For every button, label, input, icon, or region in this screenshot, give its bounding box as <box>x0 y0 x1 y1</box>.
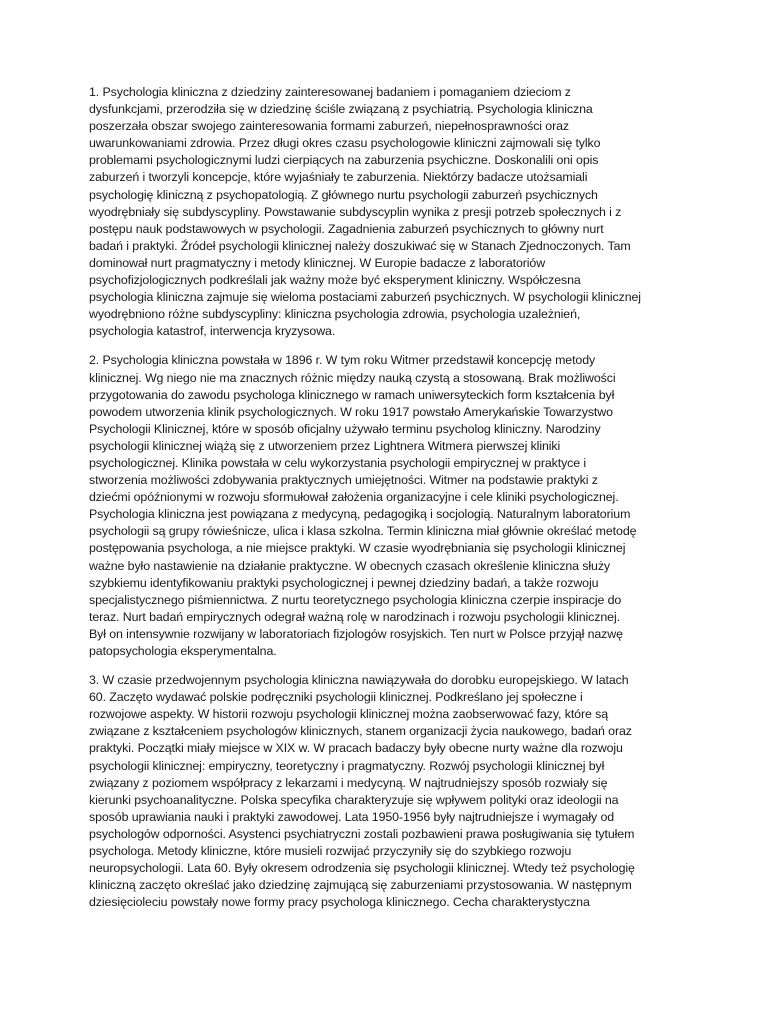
text-line: psychologii są grupy rówieśnicze, ulica i klasa szkolna. Termin kliniczna miał głównie określać metodę <box>89 524 637 539</box>
text-line: postępowania psychologa, a nie miejsce praktyki. W czasie wyodrębniania się psychologii klinicznej <box>89 541 626 556</box>
text-line: rozwojowe aspekty. W historii rozwoju psychologii klinicznej można zaobserwować fazy, które są <box>89 707 609 722</box>
text-line: Psychologia kliniczna jest powiązana z medycyną, pedagogiką i socjologią. Naturalnym laboratorium <box>89 507 631 522</box>
text-line: patopsychologia eksperymentalna. <box>89 644 277 658</box>
text-line: psychologa. Metody kliniczne, które musieli rozwijać przyczyniły się do szybkiego rozwoju <box>89 844 572 859</box>
paragraph-3 <box>89 672 671 911</box>
document-page <box>89 84 671 923</box>
text-line: ważne było nastawienie na działanie praktyczne. W obecnych czasach określenie kliniczna służy <box>89 558 611 573</box>
text-line: 2. Psychologia kliniczna powstała w 1896 r. W tym roku Witmer przedstawił koncepcję metody <box>89 353 596 368</box>
text-line: 1. Psychologia kliniczna z dziedziny zainteresowanej badaniem i pomaganiem dzieciom z <box>89 85 571 99</box>
text-line: psychologii klinicznej: empiryczny, teoretyczny i pragmatyczny. Rozwój psychologii klinicznej był <box>89 758 605 773</box>
text-line: stworzenia możliwości zdobywania praktycznych umiejętności. Witmer na podstawie praktyki z <box>89 473 598 488</box>
text-line: związane z kształceniem psychologów klinicznych, stanem organizacji życia naukowego, badań oraz <box>89 724 632 739</box>
text-line: psychologia katastrof, interwencja kryzysowa. <box>89 324 336 339</box>
text-line: sposób uprawiania nauki i praktyki zawodowej. Lata 1950-1956 były najtrudniejsze i wymagały od <box>89 809 615 824</box>
text-line: dysfunkcjami, przerodziła się w dziedzinę ściśle związaną z psychiatrią. Psychologia kliniczna <box>89 102 593 117</box>
text-line: dziesięcioleciu powstały nowe formy pracy psychologa klinicznego. Cecha charakterystyczna <box>89 895 590 910</box>
text-line: psychologów odporności. Asystenci psychiatryczni zostali pozbawieni prawa posługiwania się tytułem <box>89 826 635 841</box>
text-line: 3. W czasie przedwojennym psychologia kliniczna nawiązywała do dorobku europejskiego. W latach <box>89 673 629 688</box>
text-line: związany z poziomem współpracy z lekarzami i medycyną. W najtrudniejszy sposób rozwiały się <box>89 775 608 790</box>
text-line: psychologicznej. Klinika powstała w celu wykorzystania psychologii empirycznej w praktyce i <box>89 455 587 470</box>
paragraph-1 <box>89 84 671 340</box>
text-line: psychologię kliniczną z psychopatologią. Z głównego nurtu psychologii zaburzeń psychicznych <box>89 187 598 202</box>
text-line: psychologii klinicznej wiążą się z utworzeniem przez Lightnera Witmera pierwszej kliniki <box>89 438 561 453</box>
text-line: poszerzała obszar swojego zainteresowania formami zaburzeń, niepełnosprawności oraz <box>89 119 570 134</box>
text-line: wyodrębniały się subdyscypliny. Powstawanie subdyscyplin wynika z presji potrzeb społecznych i z <box>89 204 622 219</box>
text-line: psychofizjologicznych podkreślali jak ważny może być eksperyment kliniczny. Współczesna <box>89 273 581 288</box>
text-line: kliniczną zaczęto określać jako dziedzinę zajmującą się zaburzeniami przystosowania. W następnym <box>89 878 632 893</box>
text-line: problemami psychologicznymi ludzi cierpiących na zaburzenia psychiczne. Doskonalili oni opis <box>89 153 599 168</box>
text-line: 60. Zaczęto wydawać polskie podręczniki psychologii klinicznej. Podkreślano jej społeczne i <box>89 690 583 705</box>
text-line: Psychologii Klinicznej, które w sposób oficjalny używało terminu psycholog kliniczny. Narodziny <box>89 421 601 436</box>
text-line: badań i praktyki. Źródeł psychologii klinicznej należy doszukiwać się w Stanach Zjednoczonych. Tam <box>89 238 631 253</box>
text-line: teraz. Nurt badań empirycznych odegrał ważną rolę w narodzinach i rozwoju psychologii klinicznej. <box>89 609 620 624</box>
text-line: uwarunkowaniami zdrowia. Przez długi okres czasu psychologowie kliniczni zajmowali się tylko <box>89 136 601 151</box>
text-line: neuropsychologii. Lata 60. Były okresem odrodzenia się psychologii klinicznej. Wtedy też psychologię <box>89 861 635 876</box>
text-line: wyodrębniono różne subdyscypliny: kliniczna psychologia zdrowia, psychologia uzależnień, <box>89 307 581 322</box>
text-line: przygotowania do zawodu psychologa klinicznego w ramach uniwersyteckich form kształcenia był <box>89 387 615 402</box>
text-line: psychologia kliniczna zajmuje się wieloma postaciami zaburzeń psychicznych. W psychologii klinicznej <box>89 290 641 305</box>
text-line: Był on intensywnie rozwijany w laboratoriach fizjologów rosyjskich. Ten nurt w Polsce przyjął nazwę <box>89 626 623 641</box>
text-line: powodem utworzenia klinik psychologicznych. W roku 1917 powstało Amerykańskie Towarzystwo <box>89 404 613 419</box>
text-line: szybkiemu identyfikowaniu praktyki psychologicznej i pewnej dziedziny badań, a także rozwoju <box>89 575 599 590</box>
text-line: dominował nurt pragmatyczny i metody klinicznej. W Europie badacze z laboratoriów <box>89 255 546 270</box>
paragraph-2 <box>89 352 671 660</box>
text-line: kierunki psychoanalityczne. Polska specyfika charakteryzuje się wpływem polityki oraz ideologii na <box>89 792 619 807</box>
text-line: klinicznej. Wg niego nie ma znacznych różnic między nauką czystą a stosowaną. Brak możliwości <box>89 370 616 385</box>
text-line: praktyki. Początki miały miejsce w XIX w. W pracach badaczy były obecne nurty ważne dla rozwoju <box>89 741 623 756</box>
text-line: dziećmi opóźnionymi w rozwoju sformułował założenia organizacyjne i cele kliniki psychologicznej. <box>89 490 619 505</box>
text-line: postępu nauk podstawowych w psychologii. Zagadnienia zaburzeń psychicznych to główny nurt <box>89 221 604 236</box>
text-line: zaburzeń i tworzyli koncepcje, które wyjaśniały te zaburzenia. Niektórzy badacze utożsamiali <box>89 170 588 185</box>
text-line: specjalistycznego piśmiennictwa. Z nurtu teoretycznego psychologia kliniczna czerpie inspiracje do <box>89 592 622 607</box>
